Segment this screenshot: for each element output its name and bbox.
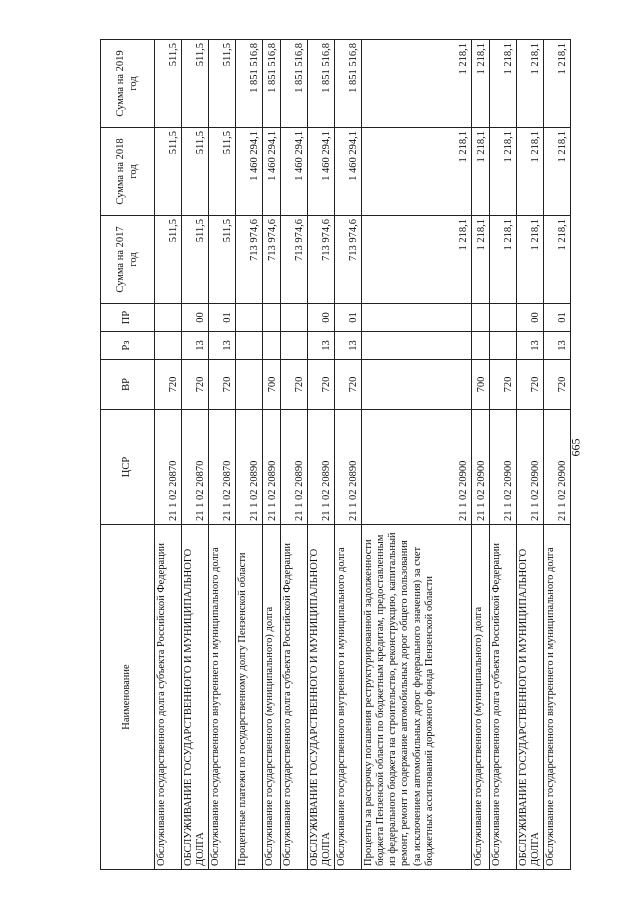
cell-pr: 00 [308, 304, 335, 332]
cell-sum-2018: 1 460 294,1 [281, 128, 308, 216]
cell-csr: 21 1 02 20900 [517, 410, 544, 525]
cell-sum-2017: 1 218,1 [490, 216, 517, 304]
cell-rz [362, 332, 472, 360]
cell-csr: 21 1 02 20890 [281, 410, 308, 525]
cell-sum-2019: 1 851 516,8 [308, 40, 335, 128]
cell-sum-2017: 713 974,6 [281, 216, 308, 304]
cell-pr [490, 304, 517, 332]
cell-sum-2018: 1 218,1 [490, 128, 517, 216]
cell-sum-2018: 1 460 294,1 [236, 128, 263, 216]
cell-rz: 13 [209, 332, 236, 360]
cell-sum-2017: 713 974,6 [236, 216, 263, 304]
header-pr: ПР [101, 304, 155, 332]
cell-vr [362, 360, 472, 410]
cell-sum-2018: 1 460 294,1 [308, 128, 335, 216]
cell-rz [281, 332, 308, 360]
cell-name: Обслуживание государственного внутреннего и муниципального долга [209, 525, 236, 870]
header-csr: ЦСР [101, 410, 155, 525]
cell-sum-2018: 1 460 294,1 [263, 128, 281, 216]
cell-sum-2019: 511,5 [182, 40, 209, 128]
cell-sum-2019: 511,5 [209, 40, 236, 128]
cell-pr [472, 304, 490, 332]
budget-table [100, 39, 571, 870]
cell-csr: 21 1 02 20890 [236, 410, 263, 525]
table-row [263, 40, 281, 870]
header-sum-2019: Сумма на 2019 год [101, 40, 155, 128]
table-row [517, 40, 544, 870]
cell-sum-2019: 1 218,1 [490, 40, 517, 128]
cell-name: Обслуживание государственного долга субъекта Российской Федерации [281, 525, 308, 870]
table-row [362, 40, 472, 870]
cell-pr [263, 304, 281, 332]
table-row [472, 40, 490, 870]
header-name: Наименование [101, 525, 155, 870]
cell-sum-2018: 511,5 [209, 128, 236, 216]
cell-sum-2017: 1 218,1 [517, 216, 544, 304]
cell-name: Процентные платежи по государственному долгу Пензенской области [236, 525, 263, 870]
cell-vr: 720 [308, 360, 335, 410]
cell-pr [281, 304, 308, 332]
cell-sum-2018: 1 460 294,1 [335, 128, 362, 216]
cell-sum-2017: 1 218,1 [544, 216, 571, 304]
cell-name: ОБСЛУЖИВАНИЕ ГОСУДАРСТВЕННОГО И МУНИЦИПАЛЬНОГО ДОЛГА [517, 525, 544, 870]
cell-sum-2018: 1 218,1 [517, 128, 544, 216]
cell-sum-2019: 1 218,1 [544, 40, 571, 128]
cell-rz: 13 [544, 332, 571, 360]
cell-vr: 720 [182, 360, 209, 410]
cell-name: Обслуживание государственного (муниципального) долга [263, 525, 281, 870]
table-row [335, 40, 362, 870]
cell-sum-2019: 1 851 516,8 [281, 40, 308, 128]
cell-vr [236, 360, 263, 410]
table-body [155, 40, 571, 870]
cell-csr: 21 1 02 20890 [335, 410, 362, 525]
cell-pr: 01 [209, 304, 236, 332]
cell-rz: 13 [335, 332, 362, 360]
cell-sum-2017: 511,5 [182, 216, 209, 304]
cell-sum-2017: 713 974,6 [335, 216, 362, 304]
header-vr: ВР [101, 360, 155, 410]
cell-sum-2017: 713 974,6 [263, 216, 281, 304]
cell-vr: 720 [281, 360, 308, 410]
cell-vr: 720 [209, 360, 236, 410]
cell-rz [263, 332, 281, 360]
cell-rz [236, 332, 263, 360]
cell-name: Обслуживание государственного внутреннего и муниципального долга [335, 525, 362, 870]
cell-rz [472, 332, 490, 360]
cell-pr: 01 [335, 304, 362, 332]
cell-name: Проценты за рассрочку погашения реструктурированной задолженности бюджета Пензенской области по бюджетным кредитам, предоставленным из федерального бюджета на строительство, реконструкцию, капитальный ремонт, ремонт и содержание автомобильных дорог общего пользования (за исключением автомобильных дорог федерального значения) за счет бюджетных ассигнований дорожного фонда Пензенской области [362, 525, 472, 870]
table-row [490, 40, 517, 870]
cell-name: Обслуживание государственного долга субъекта Российской Федерации [155, 525, 182, 870]
cell-csr: 21 1 02 20900 [362, 410, 472, 525]
cell-sum-2018: 1 218,1 [362, 128, 472, 216]
cell-sum-2017: 713 974,6 [308, 216, 335, 304]
cell-sum-2017: 1 218,1 [362, 216, 472, 304]
cell-vr: 720 [335, 360, 362, 410]
cell-csr: 21 1 02 20870 [182, 410, 209, 525]
table-row [308, 40, 335, 870]
table-row [182, 40, 209, 870]
cell-name: Обслуживание государственного внутреннего и муниципального долга [544, 525, 571, 870]
cell-csr: 21 1 02 20890 [308, 410, 335, 525]
cell-vr: 720 [490, 360, 517, 410]
cell-vr: 700 [263, 360, 281, 410]
cell-rz: 13 [308, 332, 335, 360]
cell-rz: 13 [182, 332, 209, 360]
cell-pr [236, 304, 263, 332]
cell-rz [490, 332, 517, 360]
header-row [101, 40, 155, 870]
table-row [236, 40, 263, 870]
table-row [155, 40, 182, 870]
cell-rz [155, 332, 182, 360]
header-rz: Рз [101, 332, 155, 360]
cell-pr [155, 304, 182, 332]
cell-vr: 700 [472, 360, 490, 410]
cell-name: Обслуживание государственного долга субъекта Российской Федерации [490, 525, 517, 870]
page-number: 665 [568, 438, 583, 457]
cell-sum-2019: 1 218,1 [362, 40, 472, 128]
cell-vr: 720 [517, 360, 544, 410]
table-row [281, 40, 308, 870]
table-row [544, 40, 571, 870]
cell-vr: 720 [155, 360, 182, 410]
cell-pr [362, 304, 472, 332]
cell-rz: 13 [517, 332, 544, 360]
cell-csr: 21 1 02 20870 [155, 410, 182, 525]
cell-sum-2019: 1 851 516,8 [263, 40, 281, 128]
cell-csr: 21 1 02 20900 [490, 410, 517, 525]
cell-vr: 720 [544, 360, 571, 410]
cell-csr: 21 1 02 20890 [263, 410, 281, 525]
cell-sum-2018: 511,5 [155, 128, 182, 216]
cell-sum-2019: 1 218,1 [472, 40, 490, 128]
cell-sum-2018: 1 218,1 [544, 128, 571, 216]
cell-csr: 21 1 02 20870 [209, 410, 236, 525]
cell-sum-2019: 1 218,1 [517, 40, 544, 128]
cell-pr: 00 [182, 304, 209, 332]
cell-sum-2019: 1 851 516,8 [236, 40, 263, 128]
cell-sum-2017: 511,5 [209, 216, 236, 304]
cell-csr: 21 1 02 20900 [472, 410, 490, 525]
cell-sum-2019: 511,5 [155, 40, 182, 128]
cell-sum-2017: 511,5 [155, 216, 182, 304]
header-sum-2018: Сумма на 2018 год [101, 128, 155, 216]
cell-sum-2018: 1 218,1 [472, 128, 490, 216]
cell-name: ОБСЛУЖИВАНИЕ ГОСУДАРСТВЕННОГО И МУНИЦИПАЛЬНОГО ДОЛГА [182, 525, 209, 870]
cell-name: Обслуживание государственного (муниципального) долга [472, 525, 490, 870]
header-sum-2017: Сумма на 2017 год [101, 216, 155, 304]
cell-sum-2017: 1 218,1 [472, 216, 490, 304]
cell-pr: 00 [517, 304, 544, 332]
cell-name: ОБСЛУЖИВАНИЕ ГОСУДАРСТВЕННОГО И МУНИЦИПАЛЬНОГО ДОЛГА [308, 525, 335, 870]
table-row [209, 40, 236, 870]
rotated-table-container [100, 40, 569, 870]
cell-sum-2018: 511,5 [182, 128, 209, 216]
cell-pr: 01 [544, 304, 571, 332]
cell-csr: 21 1 02 20900 [544, 410, 571, 525]
cell-sum-2019: 1 851 516,8 [335, 40, 362, 128]
